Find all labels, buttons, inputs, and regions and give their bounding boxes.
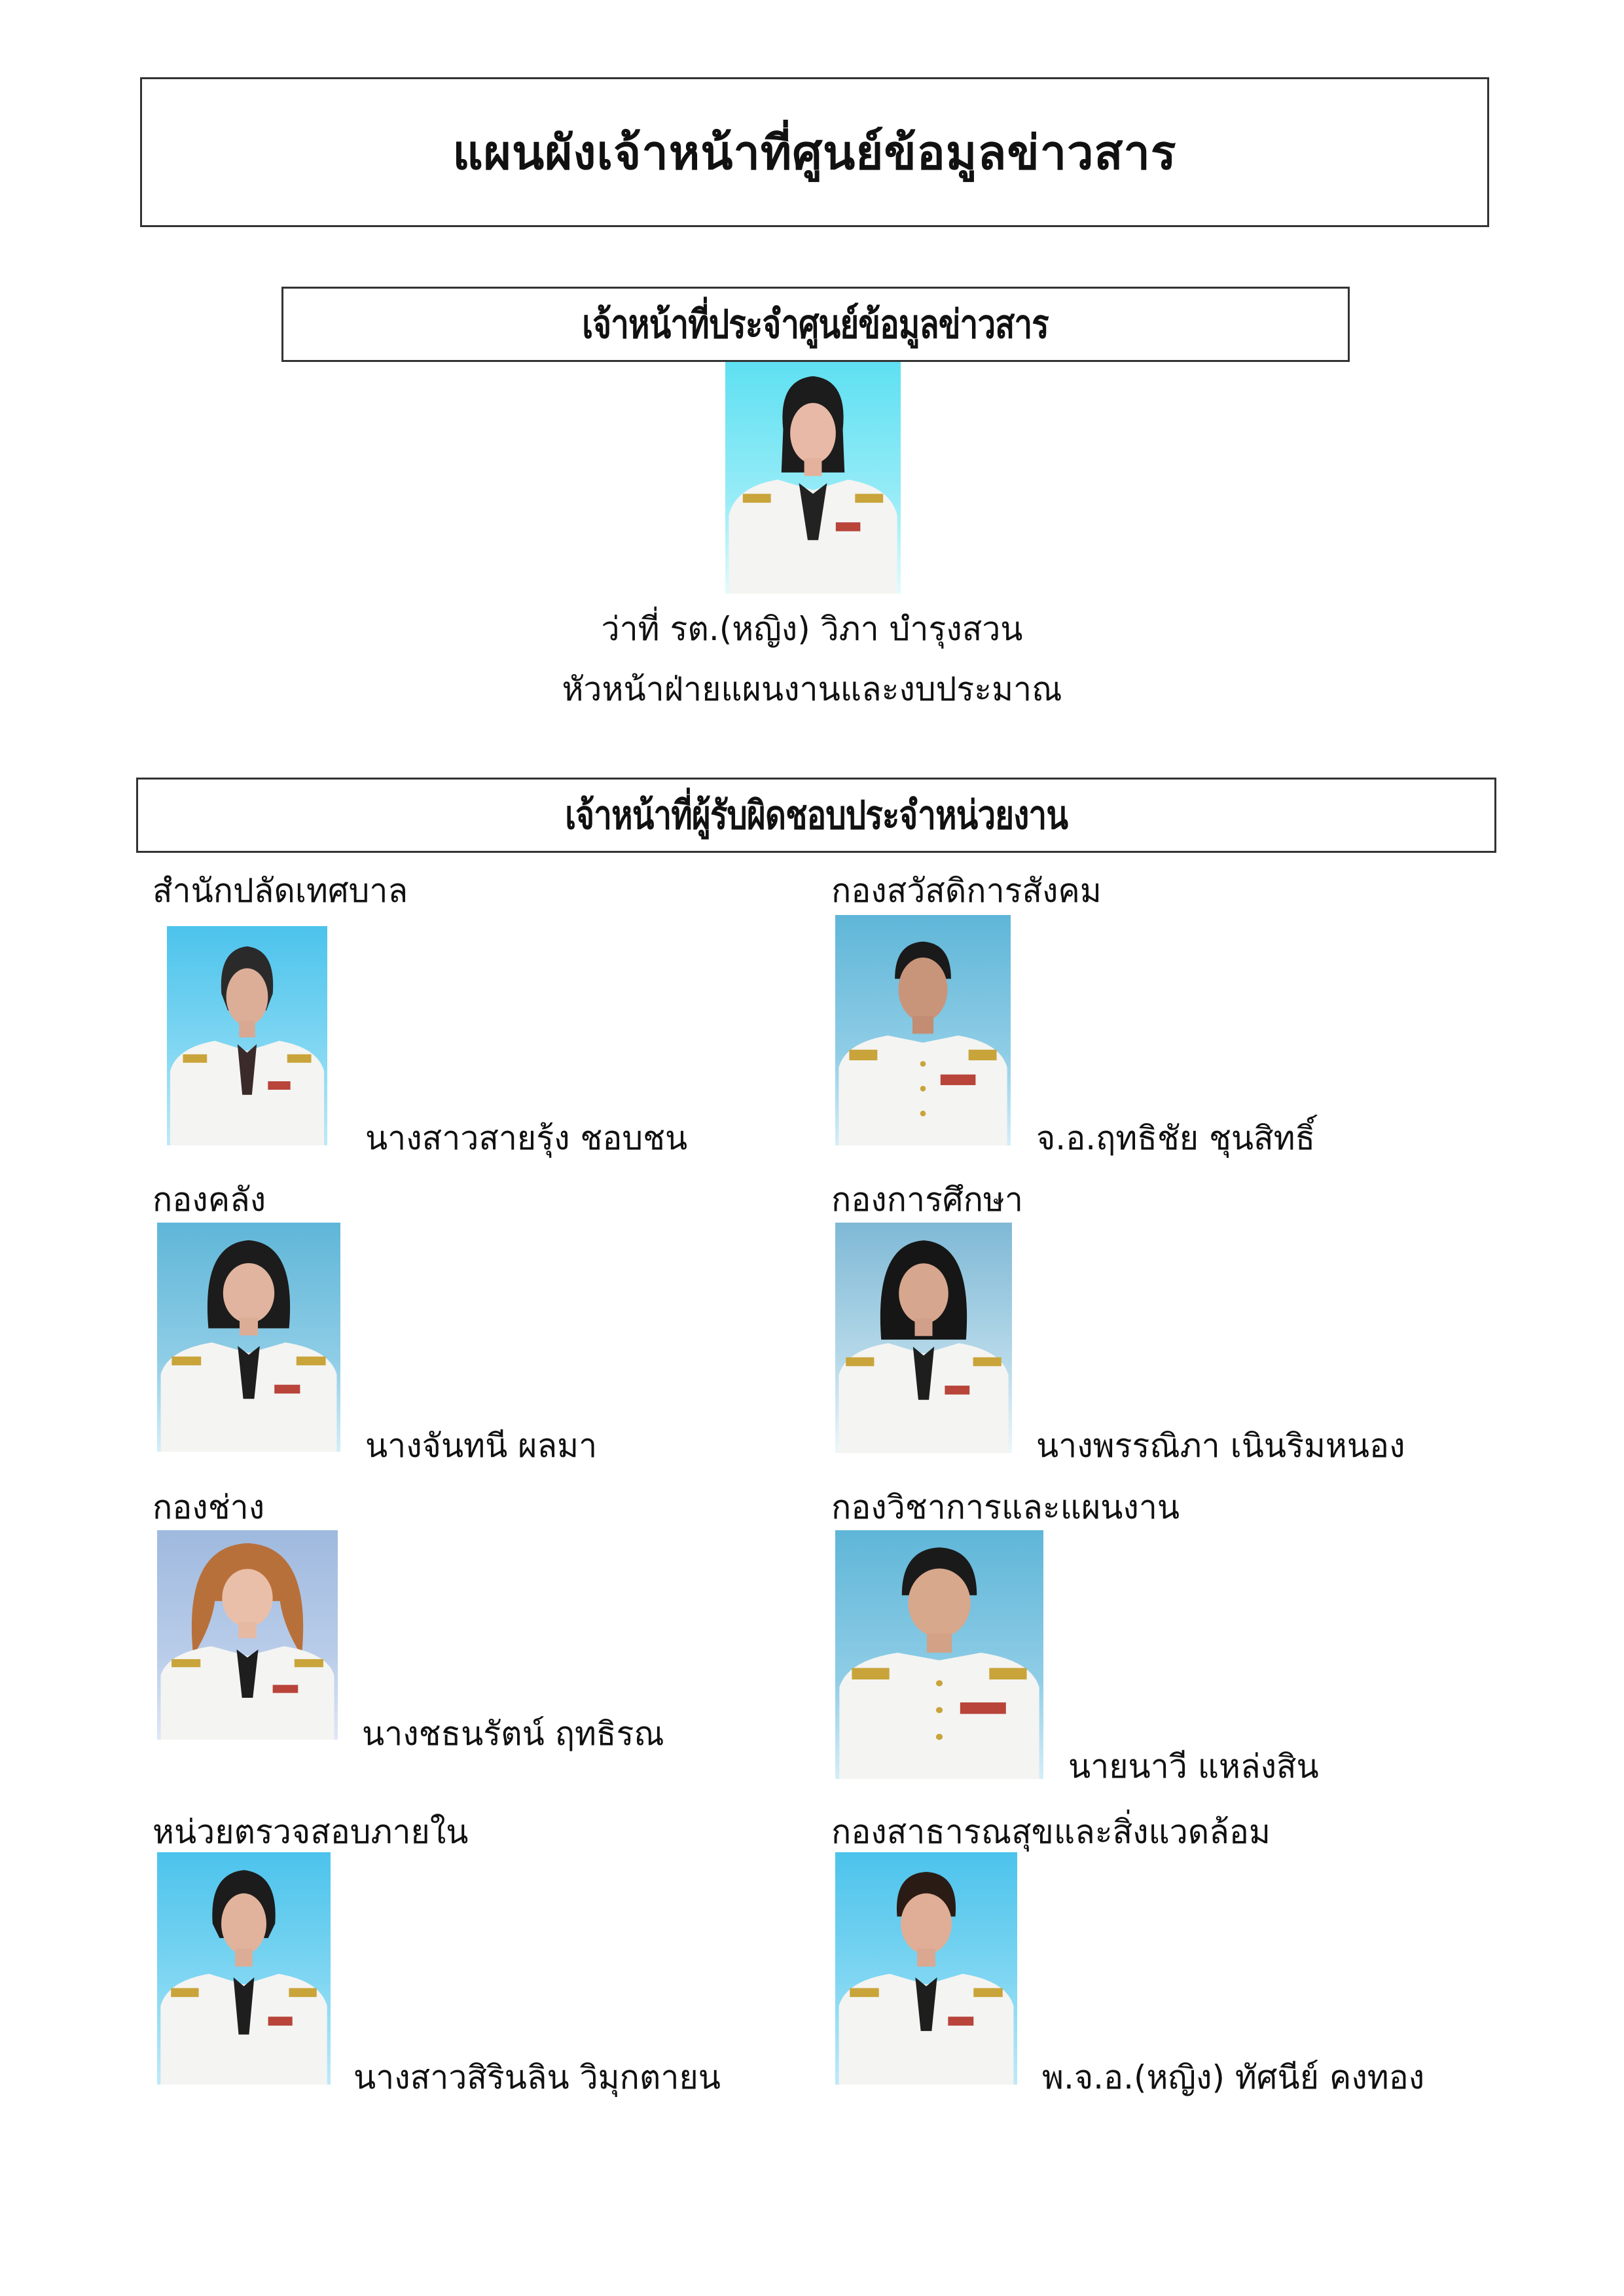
unit-label: กองช่าง [153, 1488, 265, 1526]
staff-section-heading: เจ้าหน้าที่ผู้รับผิดชอบประจำหน่วยงาน [565, 793, 1068, 838]
head-officer-name: ว่าที่ รต.(หญิง) วิภา บำรุงสวน [601, 610, 1023, 648]
head-officer-position: หัวหน้าฝ่ายแผนงานและงบประมาณ [562, 670, 1062, 708]
staff-photo [157, 1852, 331, 2085]
unit-label: หน่วยตรวจสอบภายใน [153, 1813, 469, 1851]
unit-label: กองคลัง [153, 1181, 266, 1219]
staff-photo [157, 1530, 338, 1740]
staff-name: นายนาวี แหล่งสิน [1068, 1748, 1319, 1785]
portrait-silhouette-icon [835, 1223, 1012, 1453]
unit-label: สำนักปลัดเทศบาล [153, 872, 408, 910]
portrait-silhouette-icon [167, 926, 327, 1145]
portrait-silhouette-icon [835, 1530, 1043, 1779]
staff-photo [835, 1530, 1043, 1779]
portrait-silhouette-icon [157, 1852, 331, 2085]
staff-name: นางชธนรัตน์ ฤทธิรณ [362, 1715, 664, 1753]
head-section-heading: เจ้าหน้าที่ประจำศูนย์ข้อมูลข่าวสาร [582, 302, 1049, 348]
portrait-silhouette-icon [835, 1852, 1017, 2085]
staff-section-header [136, 778, 1496, 853]
staff-photo [167, 926, 327, 1145]
portrait-silhouette-icon [157, 1530, 338, 1740]
staff-name: จ.อ.ฤทธิชัย ชุนสิทธิ์ [1036, 1119, 1316, 1157]
staff-name: นางจันทนี ผลมา [365, 1427, 598, 1465]
page-title: แผนผังเจ้าหน้าที่ศูนย์ข้อมูลข่าวสาร [452, 125, 1177, 180]
unit-label: กองการศึกษา [831, 1181, 1023, 1219]
head-officer-photo [725, 362, 901, 594]
unit-label: กองสวัสดิการสังคม [831, 872, 1102, 910]
staff-name: พ.จ.อ.(หญิง) ทัศนีย์ คงทอง [1042, 2058, 1425, 2096]
portrait-silhouette-icon [157, 1223, 340, 1452]
head-section-header [281, 287, 1350, 362]
staff-name: นางพรรณิภา เนินริมหนอง [1036, 1427, 1405, 1465]
portrait-silhouette-icon [725, 362, 901, 594]
title-box [140, 77, 1489, 227]
staff-photo [835, 1223, 1012, 1453]
unit-label: กองสาธารณสุขและสิ่งแวดล้อม [831, 1813, 1271, 1851]
staff-name: นางสาวสิรินลิน วิมุกตายน [353, 2058, 721, 2096]
staff-name: นางสาวสายรุ้ง ชอบชน [365, 1119, 688, 1157]
staff-photo [835, 1852, 1017, 2085]
staff-photo [157, 1223, 340, 1452]
unit-label: กองวิชาการและแผนงาน [831, 1488, 1180, 1526]
portrait-silhouette-icon [835, 915, 1011, 1145]
staff-photo [835, 915, 1011, 1145]
